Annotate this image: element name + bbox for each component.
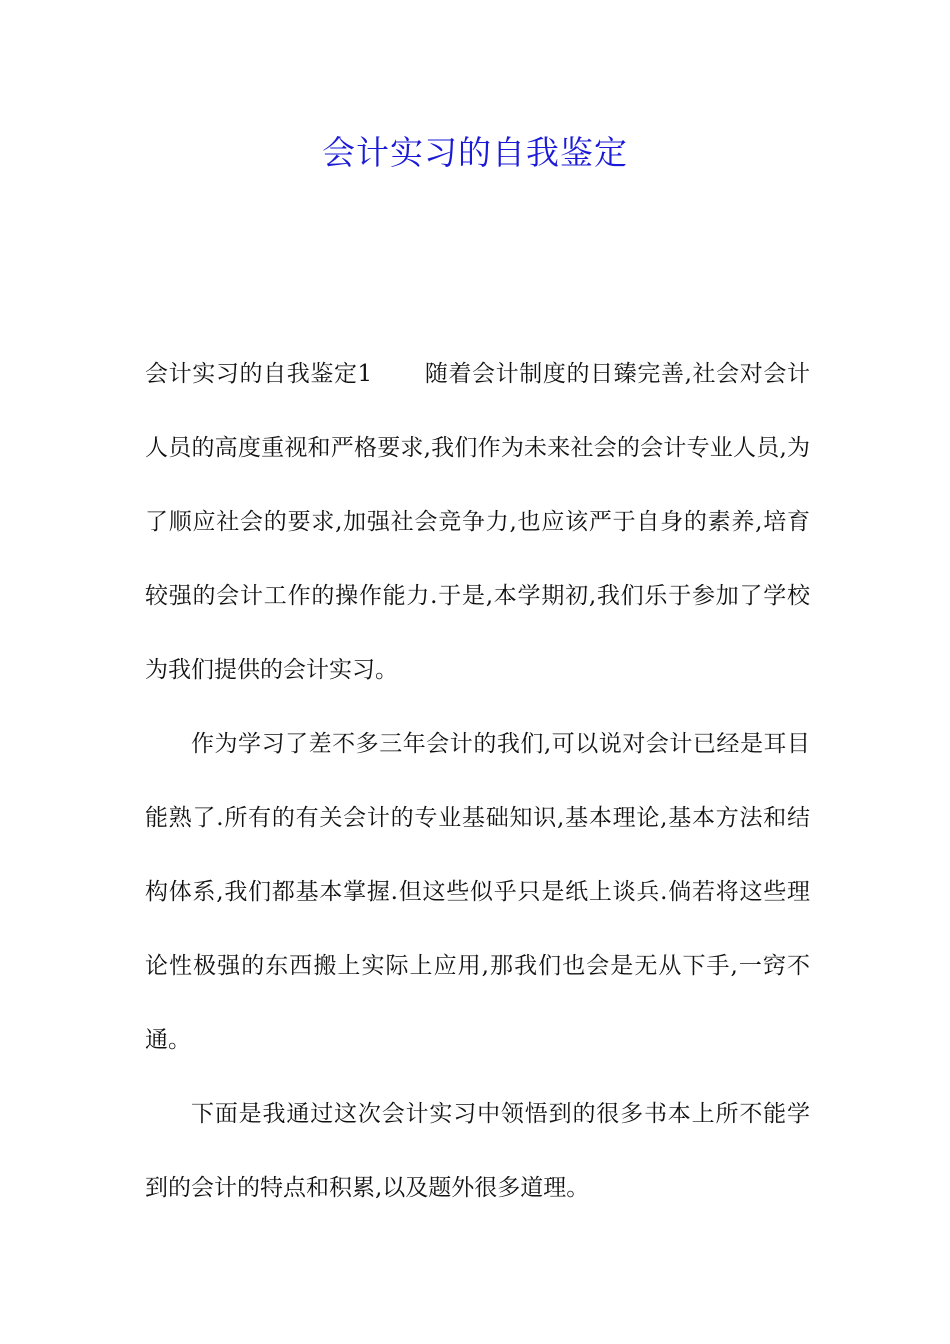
section-heading: 会计实习的自我鉴定1 xyxy=(145,361,373,387)
document-body xyxy=(145,337,810,1225)
paragraph-1-text: 随着会计制度的日臻完善,社会对会计人员的高度重视和严格要求,我们作为未来社会的会计专业人员,为了顺应社会的要求,加强社会竞争力,也应该严于自身的素养,培育较强的会计工作的操作能力.于是,本学期初,我们乐于参加了学校为我们提供的会计实习。 xyxy=(145,361,811,683)
paragraph-3: 下面是我通过这次会计实习中领悟到的很多书本上所不能学到的会计的特点和积累,以及题外很多道理。 xyxy=(145,1101,810,1201)
paragraph-2: 作为学习了差不多三年会计的我们,可以说对会计已经是耳目能熟了.所有的有关会计的专业基础知识,基本理论,基本方法和结构体系,我们都基本掌握.但这些似乎只是纸上谈兵.倘若将这些理论性极强的东西搬上实际上应用,那我们也会是无从下手,一窍不通。 xyxy=(145,731,810,1053)
paragraph-1 xyxy=(145,337,810,707)
document-title: 会计实习的自我鉴定 xyxy=(322,133,628,172)
